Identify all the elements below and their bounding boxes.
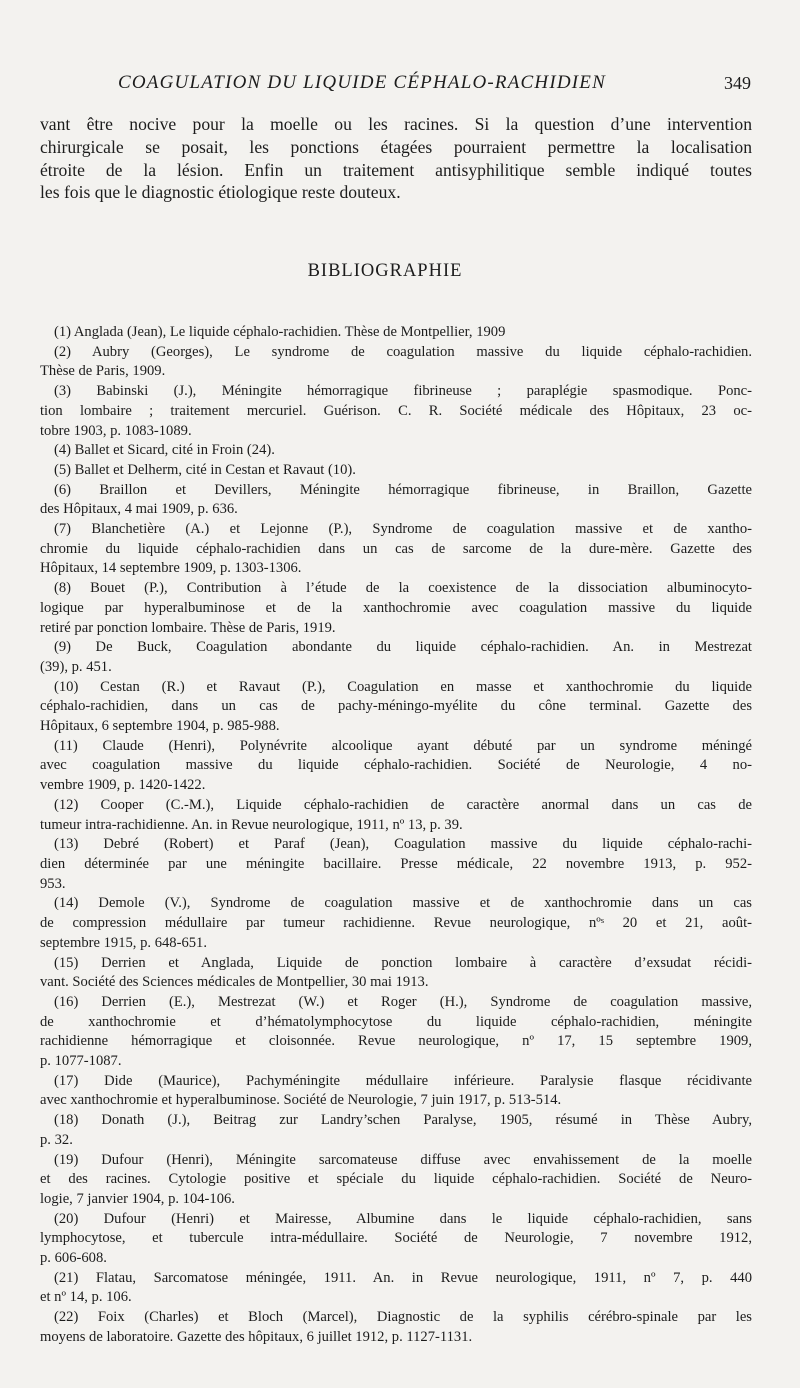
bibliography-entry bbox=[40, 993, 752, 1072]
bibliography-entry-line: septembre 1915, p. 648-651. bbox=[40, 934, 207, 951]
bibliography-entry-line: avec coagulation massive du liquide céphalo-rachidien. Société de Neurologie, 4 no- bbox=[40, 757, 752, 774]
bibliography-entry bbox=[40, 579, 752, 638]
bibliography-entry-line: tion lombaire ; traitement mercuriel. Guérison. C. R. Société médicale des Hôpitaux, 23 oc- bbox=[40, 402, 752, 419]
bibliography-entry-line: (13) Debré (Robert) et Paraf (Jean), Coagulation massive du liquide céphalo-rachi- bbox=[54, 836, 752, 853]
bibliography-entry-line: (19) Dufour (Henri), Méningite sarcomateuse diffuse avec envahissement de la moelle bbox=[54, 1151, 752, 1168]
bibliography-entry-line: (2) Aubry (Georges), Le syndrome de coagulation massive du liquide céphalo-rachidien. bbox=[54, 343, 752, 360]
bibliography-entry-line: moyens de laboratoire. Gazette des hôpitaux, 6 juillet 1912, p. 1127-1131. bbox=[40, 1328, 473, 1345]
bibliography-entry-line: (6) Braillon et Devillers, Méningite hémorragique fibrineuse, in Braillon, Gazette bbox=[54, 481, 752, 498]
bibliography-entry bbox=[40, 835, 752, 894]
bibliography-entry-line: de xanthochromie et d’hématolymphocytose du liquide céphalo-rachidien, méningite bbox=[40, 1013, 752, 1030]
intro-paragraph bbox=[40, 113, 752, 204]
bibliography-entry bbox=[40, 894, 752, 953]
bibliography-entry-line: (14) Demole (V.), Syndrome de coagulation massive et de xanthochromie dans un cas bbox=[54, 895, 752, 912]
bibliography-entry-line: rachidienne hémorragique et cloisonnée. Revue neurologique, nº 17, 15 septembre 1909, bbox=[40, 1033, 752, 1050]
bibliography-entry-line: p. 606-608. bbox=[40, 1250, 107, 1267]
bibliography-entry-line: vant. Société des Sciences médicales de Montpellier, 30 mai 1913. bbox=[40, 974, 429, 991]
bibliography-entry bbox=[40, 343, 752, 382]
intro-line: chirurgicale se posait, les ponctions étagées pourraient permettre la localisation bbox=[40, 136, 752, 157]
bibliography-entry-line: Hôpitaux, 14 septembre 1909, p. 1303-1306. bbox=[40, 560, 302, 577]
bibliography-entry-line: (11) Claude (Henri), Polynévrite alcoolique ayant débuté par un syndrome méningé bbox=[54, 737, 752, 754]
bibliography-entry-line: (7) Blanchetière (A.) et Lejonne (P.), Syndrome de coagulation massive et de xantho- bbox=[54, 521, 752, 538]
bibliography-entry bbox=[40, 678, 752, 737]
bibliography-entry-line: Thèse de Paris, 1909. bbox=[40, 363, 166, 380]
bibliography-entry-line: (12) Cooper (C.-M.), Liquide céphalo-rachidien de caractère anormal dans un cas de bbox=[54, 796, 752, 813]
bibliography-entry-line: (4) Ballet et Sicard, cité in Froin (24). bbox=[54, 442, 275, 459]
bibliography-entry bbox=[40, 1072, 752, 1111]
bibliography-entry-line: retiré par ponction lombaire. Thèse de Paris, 1919. bbox=[40, 619, 336, 636]
bibliography-entry bbox=[40, 1210, 752, 1269]
bibliography-entry-line: (20) Dufour (Henri) et Mairesse, Albumine dans le liquide céphalo-rachidien, sans bbox=[54, 1210, 752, 1227]
bibliography-entry-line: (18) Donath (J.), Beitrag zur Landry’schen Paralyse, 1905, résumé in Thèse Aubry, bbox=[54, 1112, 752, 1129]
bibliography-entry-line: lymphocytose, et tubercule intra-médullaire. Société de Neurologie, 7 novembre 1912, bbox=[40, 1230, 752, 1247]
bibliography-entry-line: (10) Cestan (R.) et Ravaut (P.), Coagulation en masse et xanthochromie du liquide bbox=[54, 678, 752, 695]
bibliography-entry bbox=[40, 1269, 752, 1308]
bibliography-entry-line: (21) Flatau, Sarcomatose méningée, 1911. An. in Revue neurologique, 1911, nº 7, p. 440 bbox=[54, 1269, 752, 1286]
running-title: COAGULATION DU LIQUIDE CÉPHALO-RACHIDIEN bbox=[118, 72, 606, 93]
bibliography-entry-line: (5) Ballet et Delherm, cité in Cestan et Ravaut (10). bbox=[54, 461, 356, 478]
bibliography-entry bbox=[40, 441, 752, 461]
bibliography-entry-line: avec xanthochromie et hyperalbuminose. Société de Neurologie, 7 juin 1917, p. 513-514. bbox=[40, 1092, 562, 1109]
bibliography-entry-line: et des racines. Cytologie positive et spéciale du liquide céphalo-rachidien. Société de Neuro- bbox=[40, 1171, 752, 1188]
bibliography-entry-line: (9) De Buck, Coagulation abondante du liquide céphalo-rachidien. An. in Mestrezat bbox=[54, 639, 752, 656]
bibliography-entry bbox=[40, 1151, 752, 1210]
bibliography-entry-line: dien déterminée par une méningite bacillaire. Presse médicale, 22 novembre 1913, p. 952- bbox=[40, 855, 752, 872]
bibliography-entry-line: p. 1077-1087. bbox=[40, 1053, 122, 1070]
intro-line: les fois que le diagnostic étiologique reste douteux. bbox=[40, 182, 401, 203]
bibliography-entry bbox=[40, 481, 752, 520]
bibliography-entry-line: (16) Derrien (E.), Mestrezat (W.) et Roger (H.), Syndrome de coagulation massive, bbox=[54, 993, 752, 1010]
bibliography-entry bbox=[40, 461, 752, 481]
bibliography-entry-line: 953. bbox=[40, 875, 66, 892]
bibliography-entry-line: (39), p. 451. bbox=[40, 658, 112, 675]
bibliography-entry bbox=[40, 638, 752, 677]
bibliography-entry-line: de compression médullaire par tumeur rachidienne. Revue neurologique, nºˢ 20 et 21, août- bbox=[40, 915, 752, 932]
bibliography-entry-line: (8) Bouet (P.), Contribution à l’étude de la coexistence de la dissociation albuminocyto- bbox=[54, 580, 752, 597]
bibliography-entry bbox=[40, 323, 752, 343]
page-number: 349 bbox=[724, 73, 751, 93]
bibliography-entry-line: (17) Dide (Maurice), Pachyméningite médullaire inférieure. Paralysie flasque récidivante bbox=[54, 1072, 752, 1089]
bibliography-entry-line: et nº 14, p. 106. bbox=[40, 1289, 132, 1306]
intro-line: étroite de la lésion. Enfin un traitement antisyphilitique semble indiqué toutes bbox=[40, 159, 752, 180]
bibliography-entry-line: des Hôpitaux, 4 mai 1909, p. 636. bbox=[40, 501, 238, 518]
bibliography-entry-line: (22) Foix (Charles) et Bloch (Marcel), Diagnostic de la syphilis cérébro-spinale par les bbox=[54, 1309, 752, 1326]
intro-line: vant être nocive pour la moelle ou les racines. Si la question d’une intervention bbox=[40, 114, 752, 134]
section-title: BIBLIOGRAPHIE bbox=[307, 261, 463, 281]
bibliography-entry-line: tumeur intra-rachidienne. An. in Revue neurologique, 1911, nº 13, p. 39. bbox=[40, 816, 463, 833]
bibliography-entry bbox=[40, 382, 752, 441]
bibliography-entry-line: (1) Anglada (Jean), Le liquide céphalo-rachidien. Thèse de Montpellier, 1909 bbox=[54, 324, 506, 340]
bibliography-entry-line: logie, 7 janvier 1904, p. 104-106. bbox=[40, 1190, 235, 1207]
bibliography-entry bbox=[40, 520, 752, 579]
bibliography-entry-line: (3) Babinski (J.), Méningite hémorragique fibrineuse ; paraplégie spasmodique. Ponc- bbox=[54, 383, 752, 400]
bibliography-entry-line: tobre 1903, p. 1083-1089. bbox=[40, 422, 192, 439]
bibliography-entry bbox=[40, 954, 752, 993]
bibliography-entry bbox=[40, 1308, 752, 1347]
bibliography-entry bbox=[40, 737, 752, 796]
bibliography-list bbox=[40, 323, 752, 1348]
bibliography-entry-line: logique par hyperalbuminose et de la xanthochromie avec coagulation massive du liquide bbox=[40, 599, 752, 616]
bibliography-entry-line: chromie du liquide céphalo-rachidien dans un cas de sarcome de la dure-mère. Gazette des bbox=[40, 540, 752, 557]
bibliography-entry-line: vembre 1909, p. 1420-1422. bbox=[40, 777, 206, 794]
bibliography-entry-line: (15) Derrien et Anglada, Liquide de ponction lombaire à caractère d’exsudat récidi- bbox=[54, 954, 752, 971]
bibliography-entry-line: Hôpitaux, 6 septembre 1904, p. 985-988. bbox=[40, 718, 280, 735]
bibliography-entry-line: céphalo-rachidien, dans un cas de pachy-méningo-myélite du cône terminal. Gazette des bbox=[40, 698, 752, 715]
bibliography-entry bbox=[40, 1111, 752, 1150]
bibliography-entry-line: p. 32. bbox=[40, 1131, 73, 1148]
bibliography-entry bbox=[40, 796, 752, 835]
